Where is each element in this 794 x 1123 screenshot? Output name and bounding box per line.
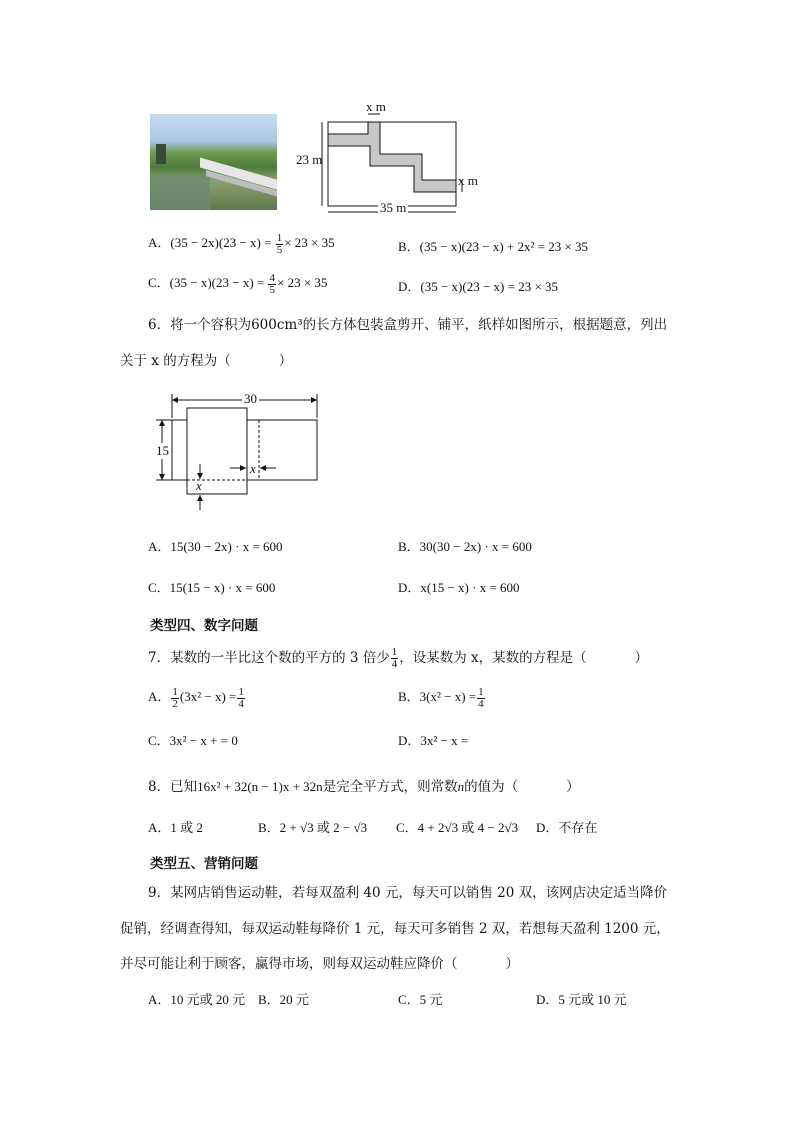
arrow-x-bottom-bottom-head	[197, 495, 203, 501]
road-shape	[328, 122, 456, 192]
q6-option-b[interactable]: B．30(30 − 2x) · x = 600	[398, 539, 532, 554]
q8-stem: 8．已知16x² + 32(n − 1)x + 32n是完全平方式，则常数n的值为（ ）	[148, 779, 580, 795]
q6-option-a[interactable]: A．15(30 − 2x) · x = 600	[148, 539, 283, 554]
q9-option-d[interactable]: D．5 元或 10 元	[536, 992, 627, 1007]
q8-option-b[interactable]: B．2 + √3 或 2 − √3	[258, 820, 368, 835]
q7-option-a[interactable]: A． $\frac{1}{2}$ (3x² − x) = $\frac{1}{4}$	[148, 685, 244, 710]
q9-stem-line3: 并尽可能让利于顾客，赢得市场，则每双运动鞋应降价（ ）	[120, 956, 519, 972]
fig2-label-x-right: x	[250, 461, 256, 476]
arrow-30-right	[311, 397, 317, 403]
box-net-diagram	[150, 388, 330, 512]
fig1-x-side: x m	[458, 173, 478, 188]
arrow-15-top	[159, 420, 165, 426]
q9-stem-line2: 促销，经调查得知，每双运动鞋每降价 1 元，每天可多销售 2 双，若想每天盈利 1200 元，	[120, 921, 670, 937]
pond	[150, 176, 210, 210]
q7-stem: 7．某数的一半比这个数的平方的 3 倍少 $\frac{1}{4}$ ，设某数为 x，某数的方程是（ ）	[148, 646, 649, 670]
pavilion	[156, 144, 166, 164]
q6-stem-line2: 关于 x 的方程为（ ）	[120, 353, 293, 369]
q9-option-b[interactable]: B．20 元	[258, 992, 309, 1007]
q7-option-c[interactable]: C．3x² − x + = 0	[148, 733, 238, 748]
fig1-bottom: 35 m	[380, 200, 407, 215]
q8-option-c[interactable]: C．4 + 2√3 或 4 − 2√3	[396, 820, 519, 835]
q5-option-b[interactable]: B．(35 − x)(23 − x) + 2x² = 23 × 35	[398, 239, 589, 254]
arrow-30-left	[172, 397, 178, 403]
q7-option-d[interactable]: D．3x² − x =	[398, 733, 469, 748]
arrow-x-right-right-head	[260, 465, 266, 471]
q7-option-b[interactable]: B．3(x² − x) = $\frac{1}{4}$	[398, 685, 484, 710]
q6-stem-line1: 6．将一个容积为600cm³的长方体包装盒剪开、铺平，纸样如图所示，根据题意，列出	[148, 317, 668, 333]
arrow-15-bottom	[159, 474, 165, 480]
q8-option-a[interactable]: A．1 或 2	[148, 820, 203, 835]
fig1-x-top: x m	[366, 99, 386, 114]
q6-option-c[interactable]: C．15(15 − x) · x = 600	[148, 580, 276, 595]
park-bridge-photo	[150, 114, 277, 210]
q5-option-c[interactable]: C．(35 − x)(23 − x) = $\frac{4}{5}$ × 23 × 35	[148, 271, 328, 296]
fig2-label-30: 30	[244, 391, 257, 406]
fig1-height: 23 m	[296, 152, 323, 167]
q9-stem-line1: 9．某网店销售运动鞋，若每双盈利 40 元，每天可以销售 20 双，该网店决定适当降价	[148, 885, 668, 901]
q5-option-a[interactable]: A．(35 − 2x)(23 − x) = $\frac{1}{5}$ × 23 × 35	[148, 231, 335, 256]
q8-option-d[interactable]: D．不存在	[536, 820, 598, 835]
fig2-label-15: 15	[156, 443, 169, 458]
section-heading-4: 类型四、数字问题	[150, 618, 258, 634]
q5-option-d[interactable]: D．(35 − x)(23 − x) = 23 × 35	[398, 279, 559, 294]
section-heading-5: 类型五、营销问题	[150, 856, 258, 872]
fig2-label-x-bottom: x	[196, 478, 202, 493]
q9-option-c[interactable]: C．5 元	[398, 992, 443, 1007]
q9-option-a[interactable]: A．10 元或 20 元	[148, 992, 246, 1007]
q6-option-d[interactable]: D．x(15 − x) · x = 600	[398, 580, 520, 595]
